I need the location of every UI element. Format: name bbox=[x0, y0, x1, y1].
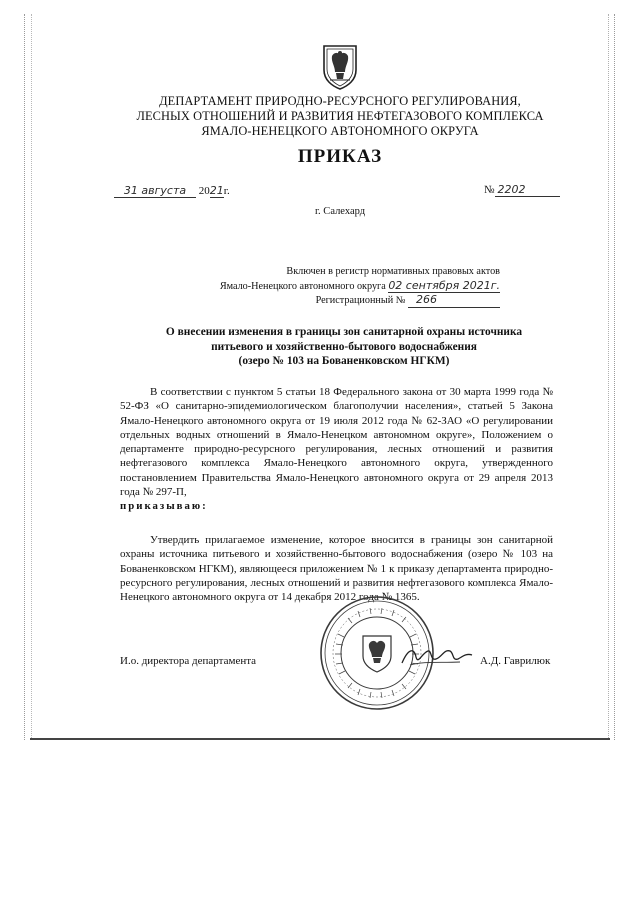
order-number-label: № bbox=[484, 184, 495, 196]
resolution-paragraph: Утвердить прилагаемое изменение, которое вносится в границы зон санитарной охраны источника питьевого и хозяйственно-бытового водоснабжения (озеро № 103 на Бованенковском НГКМ), являющееся приложением № 1 к приказу департамента природно-ресурсного регулирования, лесных отношений и развития нефтегазового комплекса Ямало-Ненецкого автономного округа от 14 декабря 2012 года № 1365. bbox=[120, 534, 553, 604]
registry-note bbox=[180, 265, 500, 308]
order-number-handwritten: 2202 bbox=[495, 183, 560, 197]
document-title: ПРИКАЗ bbox=[297, 146, 383, 167]
subject-line-3: (озеро № 103 на Бованенковском НГКМ) bbox=[238, 355, 450, 367]
signature-name: А.Д. Гаврилюк bbox=[480, 655, 551, 667]
signature-position: И.о. директора департамента bbox=[120, 655, 257, 667]
preamble-paragraph: В соответствии с пунктом 5 статьи 18 Федерального закона от 30 марта 1999 года № 52-ФЗ «О санитарно-эпидемиологическом благополучии населения», статьей 5 Закона Ямало-Ненецкого автономного округа от 19 июля 2012 года № 62-ЗАО «О регулировании отдельных водных отношений в Ямало-Ненецком автономном округе», Положением о департаменте природно-ресурсного регулирования, лесных отношений и развития нефтегазового комплекса Ямало-Ненецкого автономного округа, утвержденного постановлением Правительства Ямало-Ненецкого автономного округа от 29 апреля 2013 года № 297-П, bbox=[120, 386, 553, 499]
preamble bbox=[120, 385, 553, 514]
scan-edge-bottom bbox=[30, 738, 610, 743]
order-year-suffix: г. bbox=[223, 185, 230, 197]
registry-date-handwritten: 02 сентября 2021г. bbox=[388, 278, 500, 292]
department-line-2: ЛЕСНЫХ ОТНОШЕНИЙ И РАЗВИТИЯ НЕФТЕГАЗОВОГО КОМПЛЕКСА bbox=[136, 109, 544, 123]
order-year-prefix: 20 bbox=[198, 185, 210, 197]
subject-line-1: О внесении изменения в границы зон санитарной охраны источника bbox=[165, 326, 523, 338]
subject-line-2: питьевого и хозяйственно-бытового водоснабжения bbox=[211, 340, 477, 353]
handwritten-signature-icon bbox=[400, 643, 474, 671]
city: г. Салехард bbox=[314, 206, 366, 217]
scan-edge-right bbox=[608, 14, 615, 740]
order-subject bbox=[104, 325, 584, 369]
order-word: приказываю: bbox=[120, 500, 208, 513]
scan-edge-left bbox=[24, 14, 32, 740]
order-date-handwritten: 31 августа bbox=[114, 184, 196, 198]
order-year-handwritten: 21 bbox=[209, 184, 224, 197]
registry-line-2-text: Ямало-Ненецкого автономного округа bbox=[219, 280, 386, 292]
registry-line-1: Включен в регистр нормативных правовых актов bbox=[286, 266, 500, 277]
order-date bbox=[114, 184, 230, 198]
order-number bbox=[484, 183, 560, 197]
department-line-1: ДЕПАРТАМЕНТ ПРИРОДНО-РЕСУРСНОГО РЕГУЛИРОВАНИЯ, bbox=[159, 94, 521, 108]
coat-of-arms-icon bbox=[318, 42, 362, 90]
registry-line-3 bbox=[180, 293, 500, 308]
department-line-3: ЯМАЛО-НЕНЕЦКОГО АВТОНОМНОГО ОКРУГА bbox=[201, 124, 479, 138]
registry-line-2 bbox=[180, 279, 500, 294]
department-header bbox=[100, 94, 580, 139]
registry-number-handwritten: 266 bbox=[408, 293, 500, 308]
registry-number-label: Регистрационный № bbox=[315, 295, 406, 306]
